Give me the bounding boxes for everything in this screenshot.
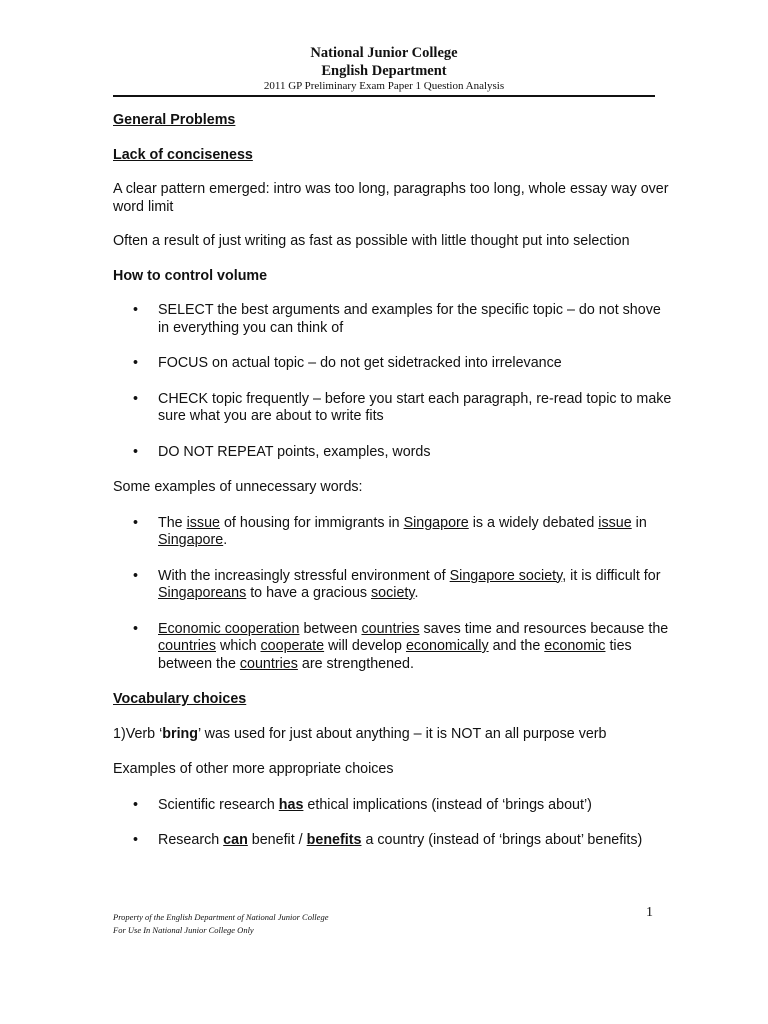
heading-general-problems: General Problems [113,112,236,128]
list-item: • Scientific research has ethical implications (instead of ‘brings about’) [133,796,592,813]
list-item: • FOCUS on actual topic – do not get sidetracked into irrelevance [133,355,562,371]
unnecessary-words-intro: Some examples of unnecessary words: [113,479,363,495]
heading-vocabulary: Vocabulary choices [113,691,247,707]
heading-lack-conciseness: Lack of conciseness [113,146,253,163]
list-item: • CHECK topic frequently – before you start each paragraph, re-read topic to make sure what you are about to write fits [133,390,672,424]
header-college: National Junior College [310,45,458,61]
header-subtitle: 2011 GP Preliminary Exam Paper 1 Question Analysis [263,80,505,92]
bullet-icon: • [133,620,139,637]
list-item: • DO NOT REPEAT points, examples, words [133,443,431,460]
paragraph-result: Often a result of just writing as fast as possible with little thought put into selection [113,233,630,249]
paragraph-pattern: A clear pattern emerged: intro was too long, paragraphs too long, whole essay way over word limit [113,181,669,215]
examples-other-intro: Examples of other more appropriate choices [113,761,394,777]
bullet-icon: • [133,514,139,531]
bullet-icon: • [133,832,139,848]
bullet-icon: • [133,355,139,371]
bullet-icon: • [133,443,139,460]
bullet-icon: • [133,567,139,584]
list-item: • The issue of housing for immigrants in Singapore is a widely debated issue in Singapore. [133,514,647,548]
header-rule [113,95,655,97]
page-number: 1 [646,905,653,920]
list-item: • With the increasingly stressful environment of Singapore society, it is difficult for Singaporeans to have a gracious society. [133,567,661,601]
verb-bring-line: 1)Verb ‘bring’ was used for just about anything – it is NOT an all purpose verb [113,725,607,742]
document-body [113,112,673,850]
list-item: • Research can benefit / benefits a country (instead of ‘brings about’ benefits) [133,832,643,848]
heading-control-volume: How to control volume [113,267,268,284]
list-item: • Economic cooperation between countries saves time and resources because the countries which cooperate will develop economically and the economic ties between the countries are strengthened. [133,620,669,672]
bullet-icon: • [133,390,139,407]
vocab-examples-list [113,797,673,850]
control-list [113,302,673,461]
bullet-icon: • [133,302,139,318]
bullet-icon: • [133,796,139,813]
list-item: • SELECT the best arguments and examples for the specific topic – do not shove in everything you can think of [133,302,661,336]
footer-property-line: Property of the English Department of National Junior College [113,912,329,922]
examples-list [113,515,673,674]
footer [113,911,328,937]
footer-use-line: For Use In National Junior College Only [113,925,254,935]
header-department: English Department [321,63,447,79]
